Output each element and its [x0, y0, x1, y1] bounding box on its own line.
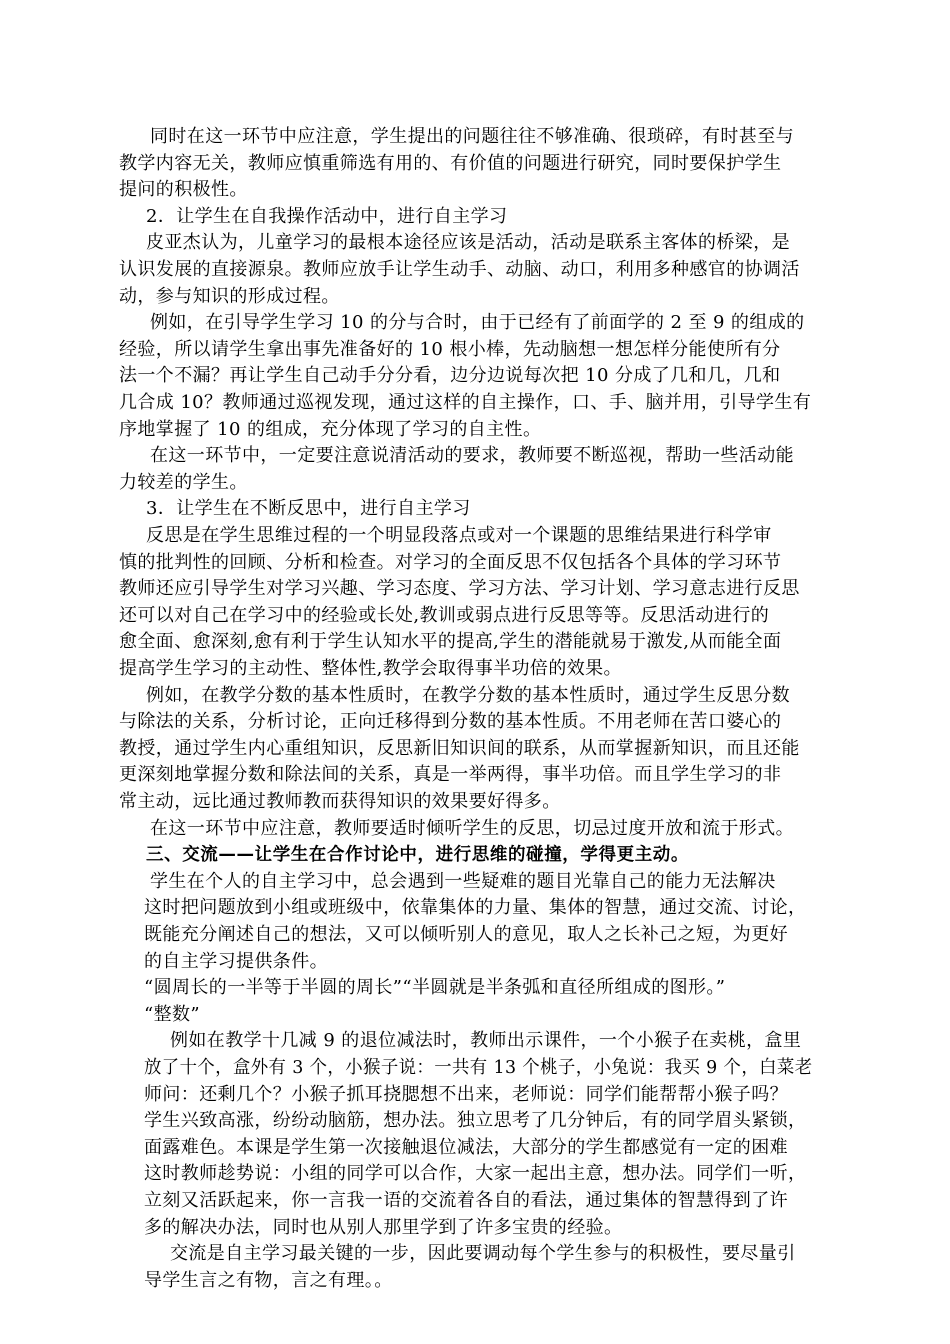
text-line: 导学生言之有物，言之有理。。 [144, 1270, 393, 1291]
text-line: 的自主学习提供条件。 [144, 951, 328, 972]
text-line: 法一个不漏？再让学生自己动手分分看，边分边说每次把 10 分成了几和几，几和 [119, 365, 781, 386]
text-line: 力较差的学生。 [119, 472, 248, 493]
text-line: 这时教师趁势说：小组的同学可以合作，大家一起出主意，想办法。同学们一听， [144, 1163, 807, 1184]
text-line: 提问的积极性。 [119, 179, 248, 200]
text-line: 放了十个，盒外有 3 个，小猴子说：一共有 13 个桃子，小兔说：我买 9 个，白菜老 [144, 1057, 813, 1078]
text-line: 反思是在学生思维过程的一个明显段落点或对一个课题的思维结果进行科学审 [146, 525, 772, 546]
section-heading: 3．让学生在不断反思中，进行自主学习 [146, 498, 471, 519]
text-line: 立刻又活跃起来，你一言我一语的交流着各自的看法，通过集体的智慧得到了许 [144, 1190, 788, 1211]
text-line: 更深刻地掌握分数和除法间的关系，真是一举两得，事半功倍。而且学生学习的非 [119, 764, 782, 785]
text-line: 在这一环节中，一定要注意说清活动的要求，教师要不断巡视，帮助一些活动能 [150, 445, 794, 466]
text-line: 与除法的关系，分析讨论，正向迁移得到分数的基本性质。不用老师在苦口婆心的 [119, 711, 782, 732]
text-line: 这时把问题放到小组或班级中，依靠集体的力量、集体的智慧，通过交流、讨论， [144, 897, 807, 918]
section-heading: 三、交流——让学生在合作讨论中，进行思维的碰撞，学得更主动。 [146, 845, 689, 865]
text-line: 同时在这一环节中应注意，学生提出的问题往往不够准确、很琐碎，有时甚至与 [150, 126, 794, 147]
text-line: 例如，在引导学生学习 10 的分与合时，由于已经有了前面学的 2 至 9 的组成的 [150, 312, 805, 333]
text-line: 常主动，远比通过教师教而获得知识的效果要好得多。 [119, 791, 561, 812]
text-line: “整数” [144, 1004, 201, 1025]
text-line: 慎的批判性的回顾、分析和检查。对学习的全面反思不仅包括各个具体的学习环节 [119, 552, 782, 573]
text-line: 在这一环节中应注意，教师要适时倾听学生的反思，切忌过度开放和流于形式。 [150, 818, 794, 839]
text-line: 教学内容无关，教师应慎重筛选有用的、有价值的问题进行研究，同时要保护学生 [119, 153, 782, 174]
text-line: “圆周长的一半等于半圆的周长”“半圆就是半条弧和直径所组成的图形。” [144, 977, 726, 998]
text-line: 多的解决办法，同时也从别人那里学到了许多宝贵的经验。 [144, 1217, 623, 1238]
section-heading: 2．让学生在自我操作活动中，进行自主学习 [146, 206, 508, 227]
text-line: 认识发展的直接源泉。教师应放手让学生动手、动脑、动口，利用多种感官的协调活 [119, 259, 800, 280]
text-line: 例如在教学十几减 9 的退位减法时，教师出示课件，一个小猴子在卖桃，盒里 [170, 1030, 802, 1051]
text-line: 面露难色。本课是学生第一次接触退位减法，大部分的学生都感觉有一定的困难 [144, 1137, 788, 1158]
text-line: 师问：还剩几个？小猴子抓耳挠腮想不出来，老师说：同学们能帮帮小猴子吗？ [144, 1084, 788, 1105]
text-line: 几合成 10？教师通过巡视发现，通过这样的自主操作，口、手、脑并用，引导学生有 [119, 392, 812, 413]
text-line: 还可以对自己在学习中的经验或长处,教训或弱点进行反思等等。反思活动进行的 [119, 605, 770, 626]
text-line: 经验，所以请学生拿出事先准备好的 10 根小棒，先动脑想一想怎样分能使所有分 [119, 339, 781, 360]
text-line: 例如，在教学分数的基本性质时，在教学分数的基本性质时，通过学生反思分数 [146, 685, 790, 706]
text-line: 教师还应引导学生对学习兴趣、学习态度、学习方法、学习计划、学习意志进行反思 [119, 578, 800, 599]
text-line: 学生在个人的自主学习中，总会遇到一些疑难的题目光靠自己的能力无法解决 [150, 871, 776, 892]
text-line: 提高学生学习的主动性、整体性,教学会取得事半功倍的效果。 [119, 658, 622, 679]
text-line: 学生兴致高涨，纷纷动脑筋，想办法。独立思考了几分钟后，有的同学眉头紧锁， [144, 1110, 807, 1131]
text-line: 交流是自主学习最关键的一步，因此要调动每个学生参与的积极性，要尽量引 [170, 1243, 796, 1264]
text-line: 皮亚杰认为，儿童学习的最根本途径应该是活动，活动是联系主客体的桥梁，是 [146, 232, 790, 253]
text-line: 教授，通过学生内心重组知识，反思新旧知识间的联系，从而掌握新知识，而且还能 [119, 738, 800, 759]
text-line: 愈全面、愈深刻,愈有利于学生认知水平的提高,学生的潜能就易于激发,从而能全面 [119, 631, 782, 652]
text-line: 既能充分阐述自己的想法，又可以倾听别人的意见，取人之长补己之短，为更好 [144, 924, 788, 945]
text-line: 动，参与知识的形成过程。 [119, 286, 340, 307]
text-line: 序地掌握了 10 的组成，充分体现了学习的自主性。 [119, 419, 542, 440]
